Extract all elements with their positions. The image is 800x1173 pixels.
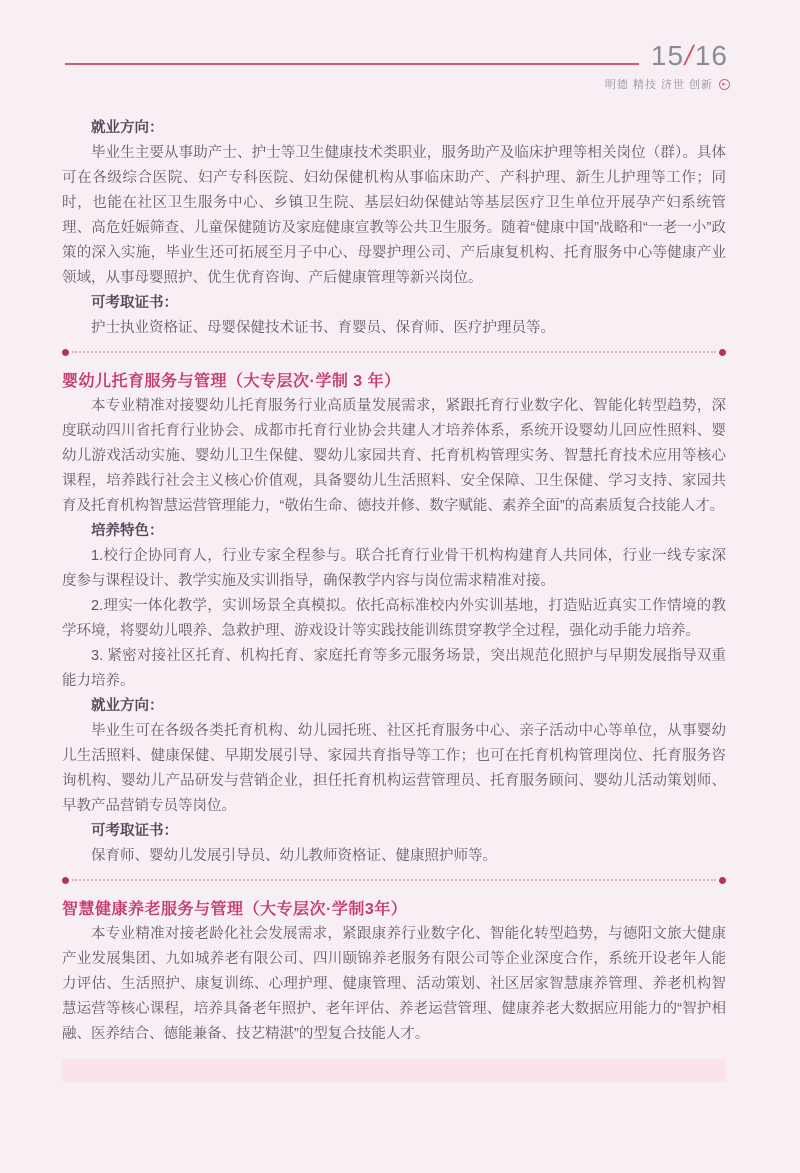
training-feature-item: 3. 紧密对接社区托育、机构托育、家庭托育等多元服务场景，突出规范化照护与早期发展指导双重能力培养。 bbox=[62, 648, 726, 689]
page-number-separator: / bbox=[681, 40, 698, 71]
training-feature-item: 1.校行企协同育人，行业专家全程参与。联合托育行业骨干机构构建育人共同体，行业一线专家深度参与课程设计、教学实施及实训指导，确保教学内容与岗位需求精准对接。 bbox=[62, 548, 726, 589]
page-number-current: 15 bbox=[650, 40, 685, 71]
motto-text: 明德 精技 济世 创新 bbox=[604, 79, 713, 91]
employment-direction-label: 就业方向： bbox=[91, 120, 164, 136]
program-intro-text: 本专业精准对接老龄化社会发展需求，紧跟康养行业数字化、智能化转型趋势，与德阳文旅大健康产业发展集团、九如城养老有限公司、四川颐锦养老服务有限公司等企业深度合作，系统开设老年人能力评估、生活照护、康复训练、心理护理、健康管理、活动策划、社区居家智慧康养管理、养老机构智慧运营等核心课程，培养具备老年照护、老年评估、养老运营管理、健康养老大数据应用能力的“智护相融、医养结合、德能兼备、技艺精湛”的型复合技能人才。 bbox=[62, 926, 726, 1042]
page-header bbox=[0, 42, 800, 92]
section-divider bbox=[62, 876, 726, 884]
page-content bbox=[62, 116, 726, 1082]
certificates-label: 可考取证书： bbox=[91, 823, 178, 839]
divider-dot-right bbox=[719, 877, 726, 884]
certificates-text: 保育师、婴幼儿发展引导员、幼儿教师资格证、健康照护师等。 bbox=[91, 848, 497, 864]
divider-dotted-line bbox=[72, 879, 716, 881]
divider-dot-left bbox=[62, 877, 69, 884]
program-intro-text: 本专业精准对接婴幼儿托育服务行业高质量发展需求，紧跟托育行业数字化、智能化转型趋势，深度联动四川省托育行业协会、成都市托育行业协会共建人才培养体系，系统开设婴幼儿回应性照料、婴幼儿游戏活动实施、婴幼儿卫生保健、婴幼儿家园共育、托育机构管理实务、智慧托育技术应用等核心课程，培养践行社会主义核心价值观，具备婴幼儿生活照料、安全保障、卫生保健、学习支持、家园共育及托育机构智慧运营管理能力，“敬佑生命、德技并修、数字赋能、素养全面”的高素质复合技能人才。 bbox=[62, 398, 726, 514]
divider-dot-right bbox=[719, 349, 726, 356]
certificates-text: 护士执业资格证、母婴保健技术证书、育婴员、保育师、医疗护理员等。 bbox=[91, 320, 555, 336]
divider-dotted-line bbox=[72, 351, 716, 353]
employment-direction-text: 毕业生可在各级各类托育机构、幼儿园托班、社区托育服务中心、亲子活动中心等单位，从事婴幼儿生活照料、健康保健、早期发展引导、家园共育指导等工作；也可在托育机构管理岗位、托育服务咨询机构、婴幼儿产品研发与营销企业，担任托育机构运营管理员、托育服务顾问、婴幼儿活动策划师、早教产品营销专员等岗位。 bbox=[62, 723, 726, 814]
brochure-page bbox=[0, 42, 800, 1082]
page-number bbox=[651, 42, 728, 70]
section-infant-care-program bbox=[62, 369, 726, 869]
section-title-infant-care: 婴幼儿托育服务与管理（大专层次·学制 3 年） bbox=[62, 373, 401, 390]
header-rule bbox=[65, 63, 639, 65]
divider-dot-left bbox=[62, 349, 69, 356]
employment-direction-text: 毕业生主要从事助产士、护士等卫生健康技术类职业，服务助产及临床护理等相关岗位（群）。具体可在各级综合医院、妇产专科医院、妇幼保健机构从事临床助产、产科护理、新生儿护理等工作；同时，也能在社区卫生服务中心、乡镇卫生院、基层妇幼保健站等基层医疗卫生单位开展孕产妇系统管理、高危妊娠筛查、儿童保健随访及家庭健康宣教等公共卫生服务。随着“健康中国”战略和“一老一小”政策的深入实施，毕业生还可拓展至月子中心、母婴护理公司、产后康复机构、托育服务中心等健康产业领域，从事母婴照护、优生优育咨询、产后健康管理等新兴岗位。 bbox=[62, 145, 726, 286]
training-feature-item: 2.理实一体化教学，实训场景全真模拟。依托高标准校内外实训基地，打造贴近真实工作情境的教学环境，将婴幼儿喂养、急救护理、游戏设计等实践技能训练贯穿教学全过程，强化动手能力培养。 bbox=[62, 598, 726, 639]
section-title-elderly-care: 智慧健康养老服务与管理（大专层次·学制3年） bbox=[62, 901, 408, 918]
school-motto bbox=[0, 76, 730, 92]
header-row bbox=[65, 42, 728, 70]
arrow-right-circle-icon: ▸ bbox=[719, 79, 730, 90]
section-elderly-care-program bbox=[62, 897, 726, 1047]
section-highlight-band bbox=[62, 1059, 726, 1082]
employment-direction-label: 就业方向： bbox=[91, 698, 164, 714]
certificates-label: 可考取证书： bbox=[91, 295, 178, 311]
section-midwifery-continuation bbox=[62, 116, 726, 341]
training-features-label: 培养特色： bbox=[91, 523, 164, 539]
section-divider bbox=[62, 348, 726, 356]
page-number-total: 16 bbox=[694, 40, 728, 71]
